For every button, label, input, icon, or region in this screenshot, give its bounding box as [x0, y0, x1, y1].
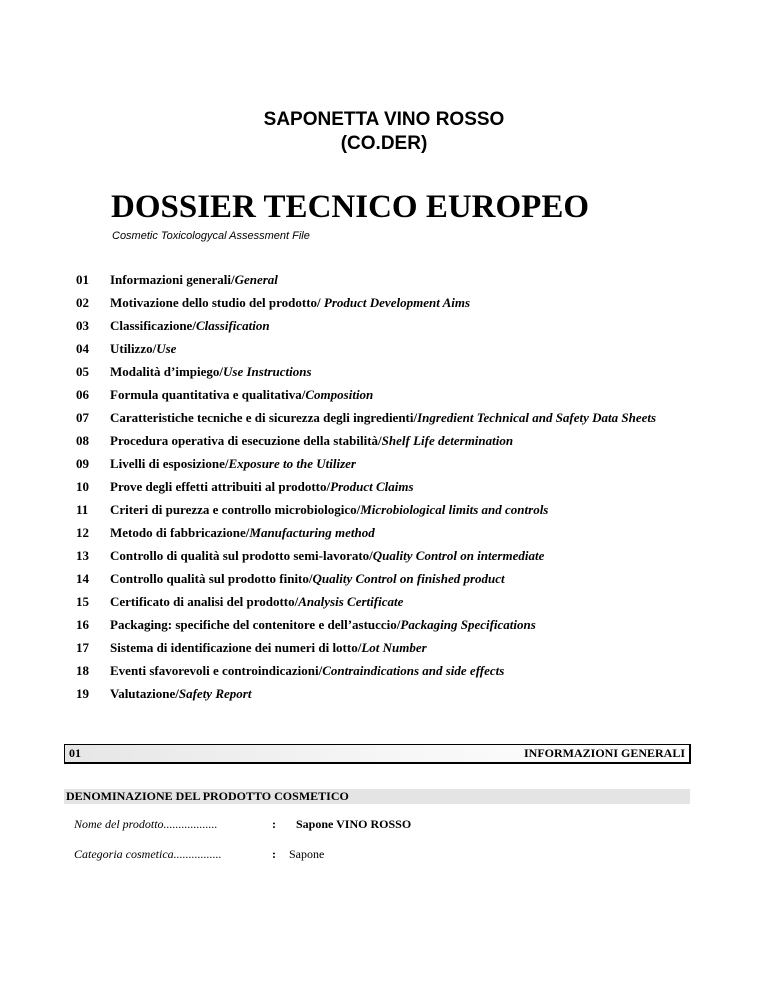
toc-item-italian: Procedura operativa di esecuzione della stabilità/	[110, 433, 382, 448]
toc-item-text	[110, 571, 706, 587]
section-title: INFORMAZIONI GENERALI	[523, 746, 685, 760]
toc-item-italian: Packaging: specifiche del contenitore e dell’astuccio/	[110, 617, 401, 632]
section-number: 01	[69, 746, 81, 760]
toc-item	[76, 272, 706, 288]
toc-item-number: 12	[76, 525, 89, 540]
toc-item	[76, 341, 706, 357]
toc-item-number: 15	[76, 594, 89, 609]
toc-item-text	[110, 640, 706, 656]
toc-item-english: Microbiological limits and controls	[360, 502, 549, 517]
toc-item-italian: Formula quantitativa e qualitativa/	[110, 387, 306, 402]
toc-item-english: Manufacturing method	[249, 525, 375, 540]
toc-item-italian: Criteri di purezza e controllo microbiologico/	[110, 502, 361, 517]
toc-item	[76, 433, 706, 449]
section-header	[64, 744, 691, 764]
toc-item-english: Analysis Certificate	[298, 594, 404, 609]
subsection-header	[64, 789, 690, 804]
toc-item-text	[110, 387, 706, 403]
toc-item	[76, 364, 706, 380]
toc-item-italian: Classificazione/	[110, 318, 196, 333]
table-of-contents	[76, 272, 706, 709]
toc-item-number: 04	[76, 341, 89, 356]
field-colon: :	[272, 847, 276, 861]
toc-item-text	[110, 594, 706, 610]
field-label: Categoria cosmetica................	[74, 847, 222, 861]
toc-item-english: Quality Control on intermediate	[372, 548, 545, 563]
toc-item-text	[110, 686, 706, 702]
toc-item-number: 08	[76, 433, 89, 448]
toc-item-number: 16	[76, 617, 89, 632]
toc-item-english: Packaging Specifications	[400, 617, 536, 632]
toc-item-text	[110, 502, 706, 518]
toc-item-english: Safety Report	[178, 686, 252, 701]
toc-item	[76, 548, 706, 564]
toc-item-italian: Utilizzo/	[110, 341, 157, 356]
toc-item-text	[110, 364, 706, 380]
toc-item-italian: Modalità d’impiego/	[110, 364, 224, 379]
toc-item	[76, 479, 706, 495]
toc-item-italian: Eventi sfavorevoli e controindicazioni/	[110, 663, 323, 678]
field-value: Sapone VINO ROSSO	[296, 817, 412, 831]
toc-item	[76, 410, 706, 426]
toc-item-text	[110, 548, 706, 564]
toc-item-english: Product Development Aims	[323, 295, 471, 310]
toc-item-number: 19	[76, 686, 89, 701]
toc-item	[76, 663, 706, 679]
toc-item-number: 18	[76, 663, 89, 678]
toc-item	[76, 686, 706, 702]
toc-item	[76, 571, 706, 587]
toc-item-english: Exposure to the Utilizer	[228, 456, 356, 471]
toc-item-text	[110, 663, 706, 679]
toc-item	[76, 387, 706, 403]
toc-item-italian: Sistema di identificazione dei numeri di lotto/	[110, 640, 362, 655]
toc-item-number: 01	[76, 272, 89, 287]
toc-item-italian: Controllo qualità sul prodotto finito/	[110, 571, 313, 586]
toc-item-english: General	[234, 272, 278, 287]
toc-item	[76, 295, 706, 311]
toc-item-text	[110, 456, 706, 472]
toc-item	[76, 617, 706, 633]
toc-item-english: Contraindications and side effects	[322, 663, 505, 678]
toc-item-english: Lot Number	[361, 640, 427, 655]
toc-item-english: Use	[156, 341, 177, 356]
toc-item-number: 14	[76, 571, 89, 586]
toc-item-number: 02	[76, 295, 89, 310]
toc-item-text	[110, 525, 706, 541]
document-title: DOSSIER TECNICO EUROPEO	[111, 189, 590, 225]
toc-item	[76, 640, 706, 656]
toc-item-text	[110, 341, 706, 357]
toc-item-italian: Motivazione dello studio del prodotto/	[110, 295, 324, 310]
toc-item-number: 11	[76, 502, 89, 517]
toc-item-english: Product Claims	[330, 479, 414, 494]
toc-item-text	[110, 272, 706, 288]
toc-item	[76, 318, 706, 334]
toc-item-number: 10	[76, 479, 89, 494]
toc-item-english: Shelf Life determination	[381, 433, 514, 448]
toc-item-number: 05	[76, 364, 89, 379]
document-subtitle: Cosmetic Toxicologycal Assessment File	[112, 230, 310, 242]
toc-item-italian: Livelli di esposizione/	[110, 456, 229, 471]
toc-item-italian: Certificato di analisi del prodotto/	[110, 594, 299, 609]
toc-item	[76, 594, 706, 610]
toc-item-text	[110, 433, 706, 449]
toc-item-english: Quality Control on finished product	[312, 571, 505, 586]
toc-item-english: Ingredient Technical and Safety Data Sheets	[417, 410, 657, 425]
toc-item-italian: Informazioni generali/	[110, 272, 235, 287]
toc-item-number: 17	[76, 640, 89, 655]
toc-item-text	[110, 479, 706, 495]
toc-item-text	[110, 295, 706, 311]
field-colon: :	[272, 817, 276, 831]
toc-item-number: 13	[76, 548, 89, 563]
toc-item-number: 06	[76, 387, 89, 402]
toc-item	[76, 502, 706, 518]
toc-item	[76, 456, 706, 472]
toc-item-number: 03	[76, 318, 89, 333]
toc-item-italian: Caratteristiche tecniche e di sicurezza degli ingredienti/	[110, 410, 418, 425]
toc-item-italian: Controllo di qualità sul prodotto semi-lavorato/	[110, 548, 373, 563]
product-manufacturer-line: (CO.DER)	[340, 133, 428, 154]
toc-item-text	[110, 410, 706, 426]
toc-item	[76, 525, 706, 541]
product-title	[0, 108, 768, 156]
toc-item-italian: Metodo di fabbricazione/	[110, 525, 250, 540]
toc-item-english: Classification	[195, 318, 270, 333]
toc-item-number: 09	[76, 456, 89, 471]
toc-item-number: 07	[76, 410, 89, 425]
toc-item-text	[110, 617, 706, 633]
toc-item-italian: Prove degli effetti attribuiti al prodotto/	[110, 479, 331, 494]
field-label: Nome del prodotto..................	[74, 817, 218, 831]
subsection-title: DENOMINAZIONE DEL PRODOTTO COSMETICO	[66, 789, 349, 803]
product-name-line: SAPONETTA VINO ROSSO	[263, 109, 505, 130]
toc-item-italian: Valutazione/	[110, 686, 179, 701]
field-value: Sapone	[289, 847, 325, 861]
toc-item-english: Use Instructions	[223, 364, 312, 379]
toc-item-text	[110, 318, 706, 334]
toc-item-english: Composition	[305, 387, 374, 402]
